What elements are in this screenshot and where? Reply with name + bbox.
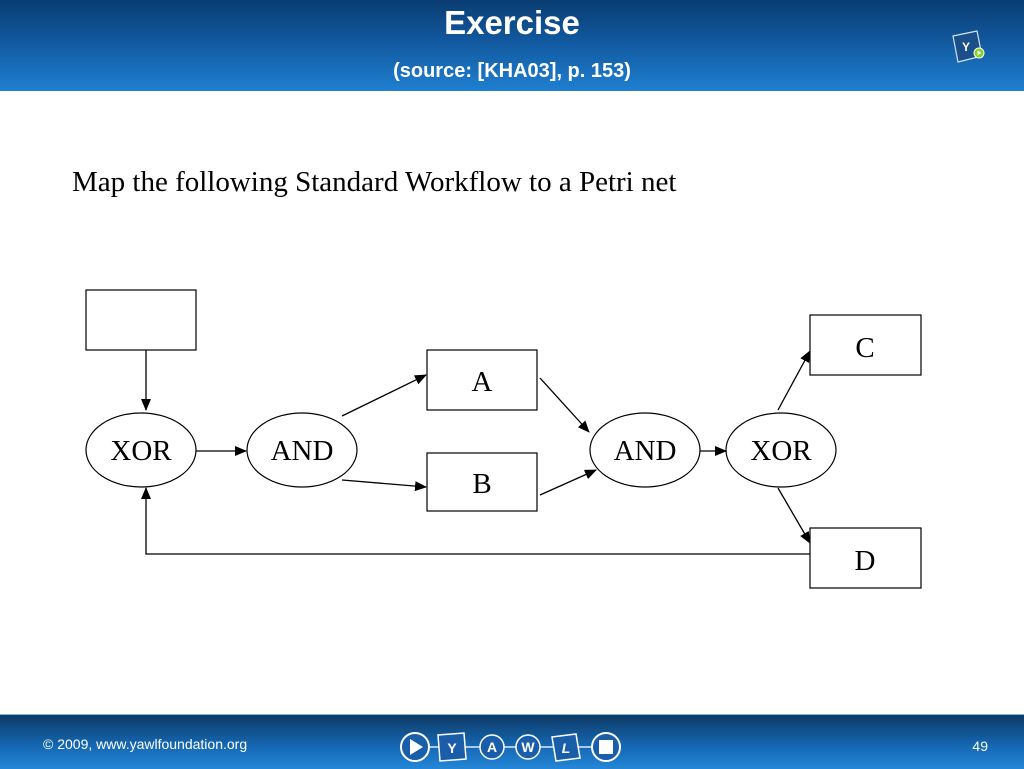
nav-letter-a[interactable] bbox=[480, 735, 504, 759]
yawl-nav-bar bbox=[398, 725, 624, 765]
arrow-and-to-b bbox=[342, 480, 426, 487]
task-d-label: D bbox=[854, 545, 876, 577]
task-c-label: C bbox=[855, 332, 875, 364]
copyright-text: © 2009, www.yawlfoundation.org bbox=[43, 736, 248, 752]
slide-title: Exercise bbox=[444, 4, 580, 41]
svg-text:W: W bbox=[521, 739, 535, 755]
arrow-and-to-a bbox=[342, 375, 426, 416]
arrow-b-to-and-join bbox=[540, 470, 596, 495]
arrow-xor-to-d bbox=[778, 488, 810, 543]
task-a-label: A bbox=[471, 366, 493, 398]
svg-text:A: A bbox=[486, 739, 498, 755]
svg-text:L: L bbox=[561, 740, 571, 756]
slide-subtitle: (source: [KHA03], p. 153) bbox=[393, 60, 631, 82]
svg-text:Y: Y bbox=[447, 740, 457, 756]
and-join-label: AND bbox=[613, 435, 677, 467]
nav-letter-y[interactable] bbox=[438, 733, 466, 761]
task-b-label: B bbox=[472, 468, 492, 500]
page-number: 49 bbox=[972, 738, 988, 754]
nav-letter-w[interactable] bbox=[516, 735, 540, 759]
xor-split-label: XOR bbox=[750, 435, 812, 467]
start-box bbox=[86, 290, 196, 350]
arrow-a-to-and-join bbox=[540, 378, 589, 432]
footer-bar bbox=[0, 714, 1024, 769]
instruction-text: Map the following Standard Workflow to a Petri net bbox=[72, 166, 677, 198]
play-icon[interactable] bbox=[401, 733, 429, 761]
stop-icon[interactable] bbox=[592, 733, 620, 761]
logo-letter: Y bbox=[962, 40, 971, 54]
and-split-label: AND bbox=[270, 435, 334, 467]
nav-letter-l[interactable] bbox=[552, 734, 580, 761]
arrow-xor-to-c bbox=[778, 351, 810, 410]
xor-join-label: XOR bbox=[110, 435, 172, 467]
